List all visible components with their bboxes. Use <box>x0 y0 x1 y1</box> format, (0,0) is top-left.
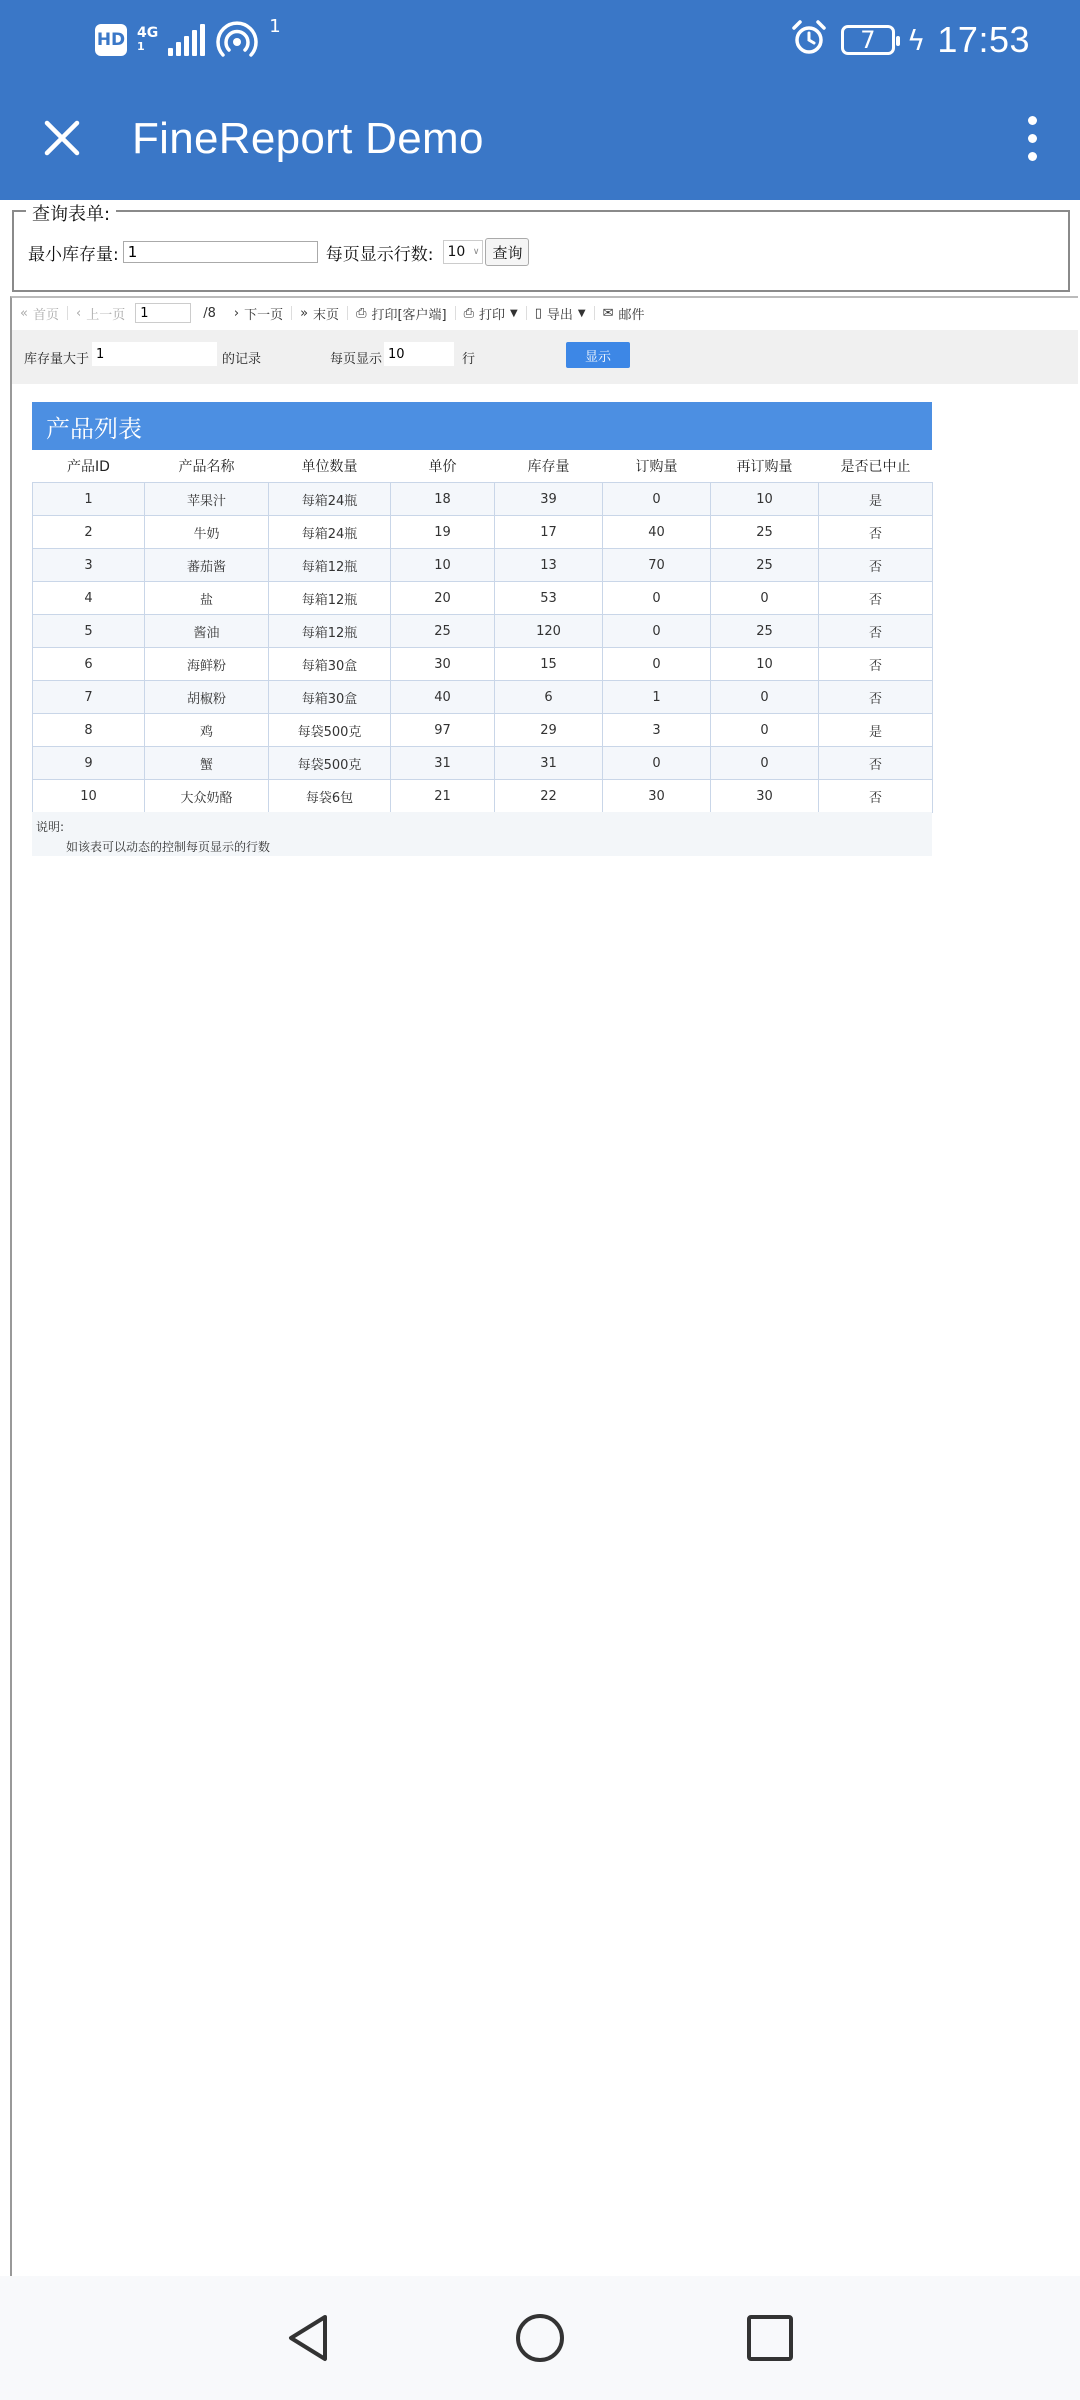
clock: 17:53 <box>937 19 1030 60</box>
export-icon: ▯ <box>534 305 542 321</box>
table-cell: 每箱12瓶 <box>269 582 391 615</box>
stock-filter-label: 库存量大于 <box>24 352 90 367</box>
table-cell: 10 <box>711 648 819 681</box>
more-options-button[interactable] <box>1010 106 1054 170</box>
app-bar <box>0 78 1080 200</box>
table-cell: 酱油 <box>145 615 269 648</box>
table-cell: 40 <box>603 516 711 549</box>
print-label: 打印 <box>479 307 506 323</box>
table-cell: 0 <box>603 648 711 681</box>
table-cell: 30 <box>391 648 495 681</box>
col-header: 产品名称 <box>145 450 269 483</box>
table-cell: 15 <box>495 648 603 681</box>
table-cell: 2 <box>33 516 145 549</box>
table-cell: 39 <box>495 483 603 516</box>
report-note <box>32 812 932 856</box>
table-row <box>33 747 933 780</box>
rows-per-page-select[interactable] <box>443 240 483 264</box>
recents-icon <box>743 2311 797 2365</box>
signal-icon <box>168 24 205 56</box>
export-label: 导出 <box>546 307 573 323</box>
next-page-button[interactable] <box>226 304 291 323</box>
last-page-icon: » <box>300 305 309 321</box>
charging-icon: ϟ <box>906 23 926 57</box>
table-header <box>33 450 933 483</box>
network-sub: 1 <box>137 40 145 53</box>
first-page-button[interactable] <box>12 304 67 323</box>
table-cell: 29 <box>495 714 603 747</box>
report-title: 产品列表 <box>32 402 932 450</box>
table-cell: 1 <box>603 681 711 714</box>
close-button[interactable] <box>30 106 94 170</box>
query-form <box>12 204 1070 292</box>
close-icon <box>42 118 82 158</box>
first-page-label: 首页 <box>32 307 59 323</box>
table-cell: 30 <box>711 780 819 813</box>
col-header: 单价 <box>391 450 495 483</box>
col-header: 单位数量 <box>269 450 391 483</box>
table-cell: 0 <box>603 615 711 648</box>
rows-per-page-value: 10 <box>447 244 466 260</box>
table-cell: 10 <box>391 549 495 582</box>
more-vert-icon <box>1028 116 1037 125</box>
page-total: /8 <box>203 305 216 321</box>
col-header: 再订购量 <box>711 450 819 483</box>
table-cell: 盐 <box>145 582 269 615</box>
export-button[interactable] <box>527 304 594 323</box>
table-cell: 每箱12瓶 <box>269 615 391 648</box>
hotspot-count: 1 <box>269 15 281 37</box>
table-cell: 否 <box>819 549 933 582</box>
table-cell: 70 <box>603 549 711 582</box>
table-cell: 30 <box>603 780 711 813</box>
table-row <box>33 780 933 813</box>
table-cell: 7 <box>33 681 145 714</box>
table-cell: 每袋6包 <box>269 780 391 813</box>
table-cell: 20 <box>391 582 495 615</box>
table-cell: 22 <box>495 780 603 813</box>
query-form-legend: 查询表单: <box>26 200 116 226</box>
print-client-label: 打印[客户端] <box>371 307 447 323</box>
report-toolbar <box>12 298 1078 328</box>
table-cell: 0 <box>711 714 819 747</box>
prev-page-label: 上一页 <box>86 307 126 323</box>
last-page-button[interactable] <box>292 304 347 323</box>
table-cell: 否 <box>819 615 933 648</box>
table-cell: 31 <box>391 747 495 780</box>
stock-filter-input[interactable] <box>92 342 217 366</box>
query-form-row <box>28 238 529 266</box>
table-cell: 6 <box>495 681 603 714</box>
table-cell: 21 <box>391 780 495 813</box>
table-row <box>33 681 933 714</box>
chevron-down-icon: ∨ <box>472 247 480 257</box>
email-button[interactable] <box>595 304 653 323</box>
table-cell: 5 <box>33 615 145 648</box>
table-row <box>33 549 933 582</box>
table-cell: 25 <box>711 516 819 549</box>
print-button[interactable] <box>456 304 526 323</box>
table-row <box>33 483 933 516</box>
next-page-icon: › <box>233 305 240 321</box>
status-bar <box>0 0 1080 78</box>
home-button[interactable] <box>510 2308 570 2368</box>
next-page-label: 下一页 <box>244 307 284 323</box>
status-left <box>95 15 281 62</box>
first-page-icon: « <box>20 305 28 321</box>
table-cell: 0 <box>711 681 819 714</box>
table-cell: 每箱30盒 <box>269 648 391 681</box>
status-right <box>789 14 1030 66</box>
table-cell: 否 <box>819 648 933 681</box>
table-row <box>33 516 933 549</box>
prev-page-icon: ‹ <box>75 305 82 321</box>
rows-per-page-label: 每页显示行数: <box>325 244 434 265</box>
network-type <box>137 26 158 54</box>
alarm-icon <box>789 18 829 62</box>
table-cell: 每袋500克 <box>269 714 391 747</box>
last-page-label: 末页 <box>313 307 340 323</box>
report-frame <box>10 296 1078 2326</box>
caret-down-icon: ▼ <box>510 307 518 319</box>
note-label: 说明: <box>36 820 65 834</box>
battery-icon <box>841 25 895 55</box>
printer-icon: ⎙ <box>356 305 367 321</box>
table-cell: 25 <box>711 549 819 582</box>
mail-icon: ✉ <box>602 305 614 321</box>
rows-unit-label: 行 <box>462 352 476 367</box>
back-button[interactable] <box>278 2308 338 2368</box>
table-cell: 蟹 <box>145 747 269 780</box>
app-title: FineReport Demo <box>132 114 484 163</box>
min-stock-input[interactable] <box>123 241 318 263</box>
table-cell: 3 <box>603 714 711 747</box>
table-cell: 否 <box>819 681 933 714</box>
network-label: 4G <box>137 25 159 41</box>
table-cell: 25 <box>391 615 495 648</box>
table-cell: 每箱12瓶 <box>269 549 391 582</box>
table-row <box>33 714 933 747</box>
table-cell: 是 <box>819 483 933 516</box>
table-cell: 1 <box>33 483 145 516</box>
table-cell: 鸡 <box>145 714 269 747</box>
table-cell: 19 <box>391 516 495 549</box>
table-cell: 25 <box>711 615 819 648</box>
table-cell: 31 <box>495 747 603 780</box>
table-cell: 牛奶 <box>145 516 269 549</box>
table-cell: 大众奶酪 <box>145 780 269 813</box>
table-cell: 蕃茄酱 <box>145 549 269 582</box>
min-stock-label: 最小库存量: <box>28 244 119 265</box>
table-cell: 0 <box>603 582 711 615</box>
table-cell: 0 <box>603 747 711 780</box>
print-client-button[interactable] <box>348 304 455 323</box>
table-row <box>33 615 933 648</box>
table-cell: 6 <box>33 648 145 681</box>
table-cell: 每袋500克 <box>269 747 391 780</box>
col-header: 订购量 <box>603 450 711 483</box>
back-icon <box>281 2311 335 2365</box>
table-cell: 0 <box>603 483 711 516</box>
battery-level: 7 <box>860 26 876 54</box>
col-header: 产品ID <box>33 450 145 483</box>
table-cell: 每箱30盒 <box>269 681 391 714</box>
table-cell: 苹果汁 <box>145 483 269 516</box>
table-cell: 10 <box>711 483 819 516</box>
per-page-label: 每页显示 <box>330 352 383 367</box>
table-cell: 40 <box>391 681 495 714</box>
table-cell: 否 <box>819 516 933 549</box>
product-table <box>32 450 933 813</box>
table-cell: 否 <box>819 582 933 615</box>
table-cell: 13 <box>495 549 603 582</box>
table-cell: 每箱24瓶 <box>269 483 391 516</box>
note-text: 如该表可以动态的控制每页显示的行数 <box>66 840 271 854</box>
table-cell: 9 <box>33 747 145 780</box>
table-cell: 是 <box>819 714 933 747</box>
table-cell: 8 <box>33 714 145 747</box>
table-cell: 97 <box>391 714 495 747</box>
table-cell: 10 <box>33 780 145 813</box>
col-header: 是否已中止 <box>819 450 933 483</box>
table-cell: 3 <box>33 549 145 582</box>
navigation-bar <box>0 2276 1080 2400</box>
per-page-input[interactable] <box>384 342 454 366</box>
table-cell: 4 <box>33 582 145 615</box>
table-cell: 18 <box>391 483 495 516</box>
table-cell: 每箱24瓶 <box>269 516 391 549</box>
table-cell: 0 <box>711 582 819 615</box>
page-number-input[interactable] <box>135 303 191 323</box>
hotspot-icon <box>215 18 259 62</box>
prev-page-button[interactable] <box>68 304 133 323</box>
hd-badge: HD <box>95 24 127 56</box>
caret-down-icon: ▼ <box>577 307 586 319</box>
table-cell: 17 <box>495 516 603 549</box>
print-icon: ⎙ <box>463 305 475 321</box>
table-row <box>33 648 933 681</box>
table-cell: 否 <box>819 747 933 780</box>
table-cell: 否 <box>819 780 933 813</box>
email-label: 邮件 <box>618 307 645 323</box>
table-cell: 53 <box>495 582 603 615</box>
col-header: 库存量 <box>495 450 603 483</box>
query-button[interactable]: 查询 <box>485 238 529 266</box>
show-button[interactable]: 显示 <box>566 342 630 368</box>
records-label: 的记录 <box>222 352 262 367</box>
table-cell: 海鲜粉 <box>145 648 269 681</box>
table-cell: 120 <box>495 615 603 648</box>
home-icon <box>513 2311 567 2365</box>
table-cell: 0 <box>711 747 819 780</box>
table-row <box>33 582 933 615</box>
parameter-bar <box>12 330 1078 384</box>
table-cell: 胡椒粉 <box>145 681 269 714</box>
recents-button[interactable] <box>740 2308 800 2368</box>
